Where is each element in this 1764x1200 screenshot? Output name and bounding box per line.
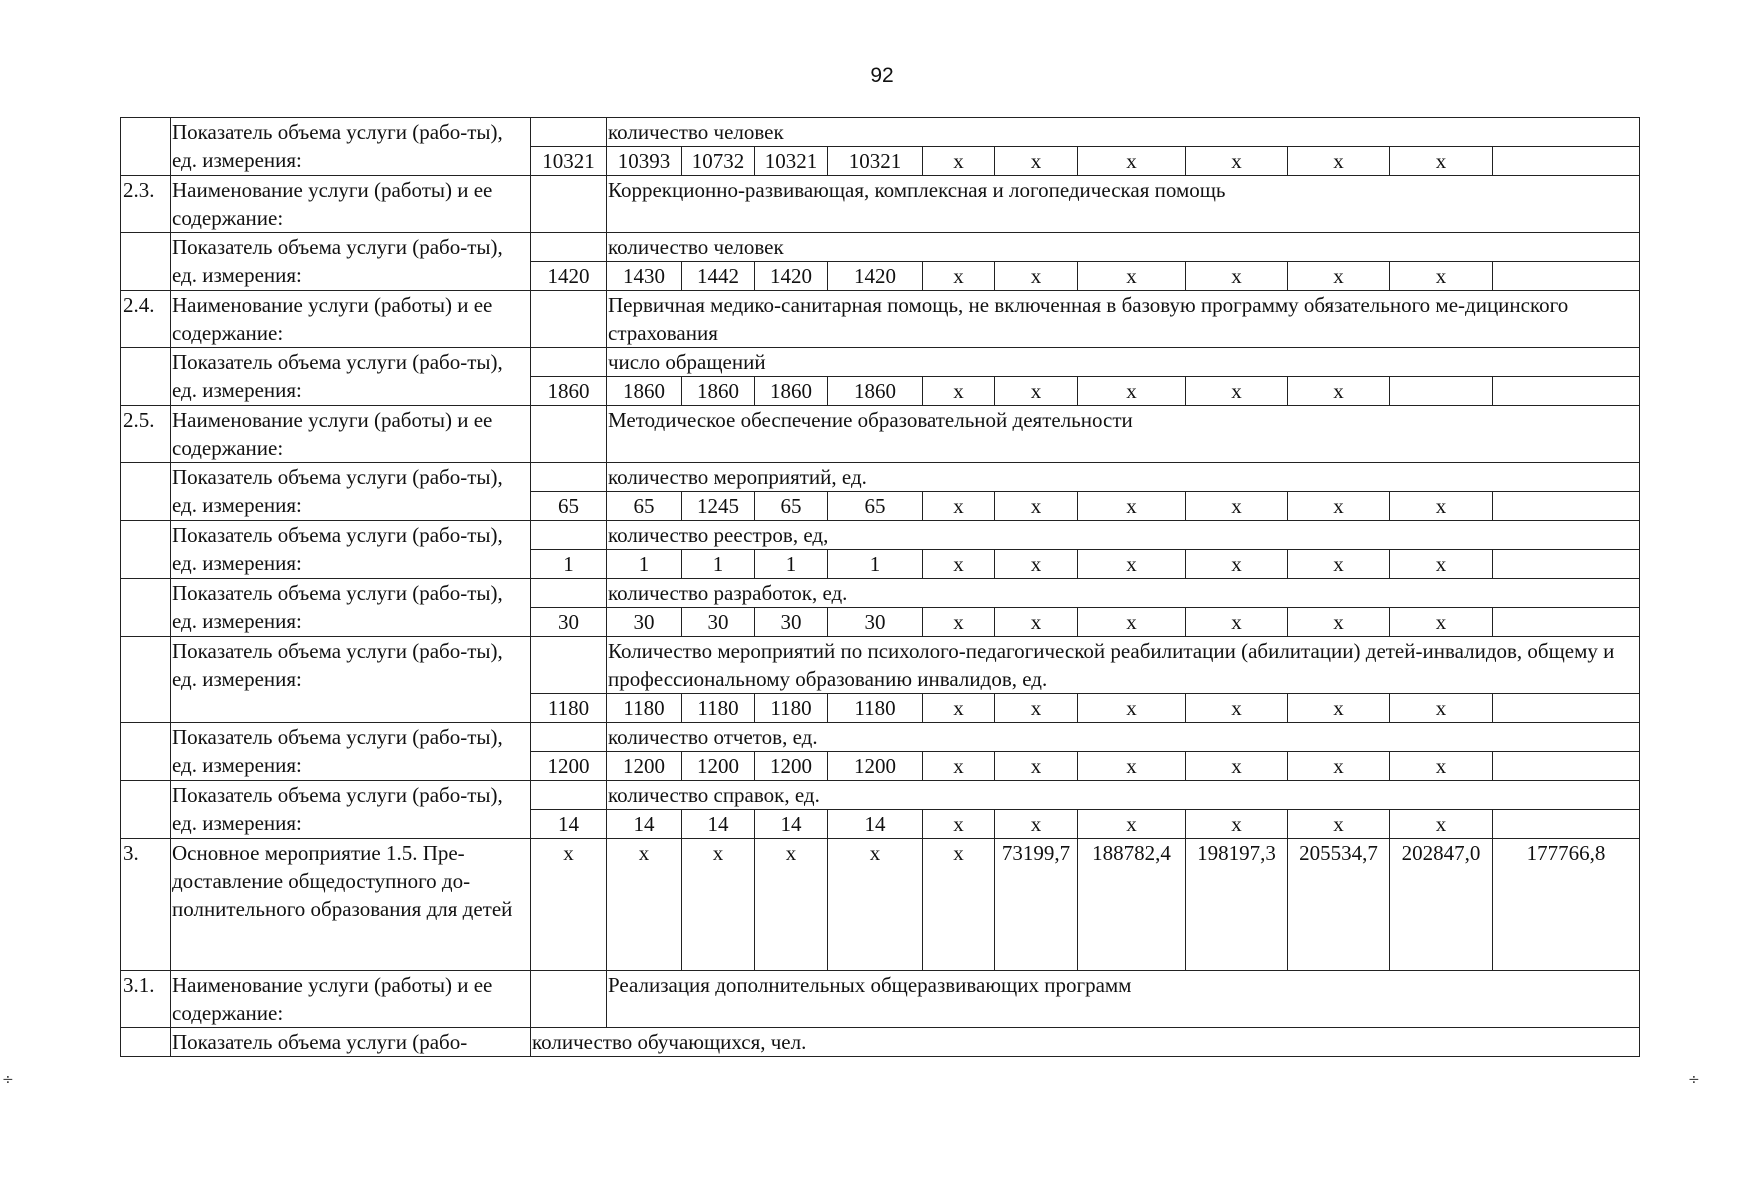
indicator-unit: число обращений [607,348,1640,377]
value-cell: x [1390,550,1493,579]
indicator-unit: количество мероприятий, ед. [607,463,1640,492]
value-cell: x [755,839,828,971]
value-cell: 10321 [828,147,923,176]
value-cell: 198197,3 [1186,839,1288,971]
indicator-unit-row [121,118,1640,147]
value-cell: x [1288,752,1390,781]
row-number: 2.3. [121,176,171,233]
row-number [121,723,171,781]
indicator-label: Показатель объема услуги (рабо-ты), ед. измерения: [171,781,531,839]
service-label: Наименование услуги (работы) и ее содержание: [171,406,531,463]
indicator-label: Показатель объема услуги (рабо-ты), ед. измерения: [171,637,531,723]
value-cell: x [1288,262,1390,291]
value-cell: 65 [828,492,923,521]
row-number: 2.5. [121,406,171,463]
value-cell: 14 [828,810,923,839]
value-cell: 1 [607,550,682,579]
indicator-unit-row [121,348,1640,377]
service-label: Наименование услуги (работы) и ее содержание: [171,291,531,348]
indicator-label: Показатель объема услуги (рабо-ты), ед. измерения: [171,118,531,176]
value-cell: x [1186,147,1288,176]
value-cell: x [1078,262,1186,291]
value-cell: 1200 [607,752,682,781]
indicator-unit: количество обучающихся, чел. [531,1028,1640,1057]
page-number: 92 [870,64,894,87]
value-cell [1493,608,1640,637]
value-cell [1493,492,1640,521]
indicator-unit: Количество мероприятий по психолого-педагогической реабилитации (абилитации) детей-инвалидов, общему и профессиональному образованию инвалидов, ед. [607,637,1640,694]
empty-cell [531,521,607,550]
empty-cell [531,348,607,377]
value-cell: x [1288,147,1390,176]
value-cell: x [1186,262,1288,291]
value-cell: x [1390,147,1493,176]
value-cell: x [1078,752,1186,781]
value-cell: x [1186,550,1288,579]
value-cell: x [1288,550,1390,579]
main-activity-name: Основное мероприятие 1.5. Пре-доставление общедоступного до-полнительного образования для детей [171,839,531,971]
services-table [120,117,1640,1057]
value-cell: x [1078,550,1186,579]
value-cell: x [1078,147,1186,176]
value-cell: x [1288,694,1390,723]
main-activity-row [121,839,1640,971]
value-cell: x [995,550,1078,579]
value-cell: 188782,4 [1078,839,1186,971]
value-cell: 65 [755,492,828,521]
value-cell: x [995,810,1078,839]
empty-cell [531,291,607,348]
value-cell: x [995,752,1078,781]
row-number [121,1028,171,1057]
indicator-unit: количество реестров, ед, [607,521,1640,550]
value-cell: x [995,694,1078,723]
value-cell: 14 [682,810,755,839]
value-cell: 177766,8 [1493,839,1640,971]
indicator-unit-row [121,233,1640,262]
value-cell: 14 [531,810,607,839]
row-number [121,463,171,521]
value-cell: x [1390,608,1493,637]
empty-cell [531,971,607,1028]
indicator-label: Показатель объема услуги (рабо-ты), ед. измерения: [171,233,531,291]
indicator-unit-row [121,1028,1640,1057]
value-cell: 1420 [531,262,607,291]
value-cell: x [1390,262,1493,291]
value-cell: x [1288,492,1390,521]
empty-cell [531,233,607,262]
service-name: Коррекционно-развивающая, комплексная и логопедическая помощь [607,176,1640,233]
service-label: Наименование услуги (работы) и ее содержание: [171,176,531,233]
service-row [121,971,1640,1028]
value-cell: 1860 [682,377,755,406]
value-cell: 65 [607,492,682,521]
indicator-unit-row [121,637,1640,694]
value-cell: x [1186,608,1288,637]
value-cell: 1 [755,550,828,579]
value-cell [1493,810,1640,839]
service-name: Реализация дополнительных общеразвивающих программ [607,971,1640,1028]
value-cell: 73199,7 [995,839,1078,971]
row-number [121,348,171,406]
row-number: 3. [121,839,171,971]
value-cell: x [923,147,995,176]
indicator-unit-row [121,781,1640,810]
value-cell: x [1078,694,1186,723]
value-cell: x [995,262,1078,291]
value-cell: x [1186,752,1288,781]
value-cell: 1200 [828,752,923,781]
empty-cell [531,637,607,694]
value-cell: x [1186,492,1288,521]
empty-cell [531,463,607,492]
service-row [121,406,1640,463]
value-cell: 1 [682,550,755,579]
service-name: Первичная медико-санитарная помощь, не включенная в базовую программу обязательного ме-дицинского страхования [607,291,1640,348]
value-cell: 1860 [531,377,607,406]
value-cell: 1245 [682,492,755,521]
value-cell: 1180 [755,694,828,723]
value-cell [1493,377,1640,406]
value-cell: 30 [607,608,682,637]
value-cell: x [923,550,995,579]
row-number [121,637,171,723]
value-cell: 1420 [828,262,923,291]
value-cell: x [1186,694,1288,723]
value-cell: x [1078,608,1186,637]
indicator-unit-row [121,521,1640,550]
value-cell: 1180 [828,694,923,723]
value-cell: x [995,608,1078,637]
margin-mark-left: ÷ [2,1072,14,1088]
value-cell: x [923,752,995,781]
row-number: 2.4. [121,291,171,348]
indicator-label: Показатель объема услуги (рабо-ты), ед. измерения: [171,723,531,781]
service-label: Наименование услуги (работы) и ее содержание: [171,971,531,1028]
indicator-label: Показатель объема услуги (рабо-ты), ед. измерения: [171,348,531,406]
empty-cell [531,176,607,233]
value-cell: x [1288,810,1390,839]
value-cell: 1 [828,550,923,579]
value-cell: x [607,839,682,971]
value-cell: 10732 [682,147,755,176]
service-row [121,176,1640,233]
row-number [121,118,171,176]
value-cell [1493,550,1640,579]
value-cell: 14 [607,810,682,839]
value-cell: 202847,0 [1390,839,1493,971]
value-cell: 1180 [682,694,755,723]
row-number [121,521,171,579]
value-cell [1390,377,1493,406]
value-cell: x [1078,810,1186,839]
indicator-unit: количество человек [607,118,1640,147]
value-cell: 14 [755,810,828,839]
indicator-unit-row [121,723,1640,752]
indicator-unit: количество человек [607,233,1640,262]
margin-mark-right: ÷ [1688,1072,1700,1088]
service-row [121,291,1640,348]
value-cell: x [995,492,1078,521]
value-cell: 1180 [531,694,607,723]
value-cell: 1430 [607,262,682,291]
service-name: Методическое обеспечение образовательной деятельности [607,406,1640,463]
value-cell: x [1186,810,1288,839]
row-number [121,781,171,839]
value-cell: x [1078,492,1186,521]
value-cell: x [923,608,995,637]
value-cell: 1860 [607,377,682,406]
empty-cell [531,118,607,147]
value-cell: x [995,147,1078,176]
value-cell: x [923,262,995,291]
value-cell: x [923,377,995,406]
value-cell: x [1390,810,1493,839]
value-cell: 65 [531,492,607,521]
value-cell: x [995,377,1078,406]
value-cell: 30 [755,608,828,637]
value-cell [1493,262,1640,291]
value-cell: 1442 [682,262,755,291]
indicator-unit: количество справок, ед. [607,781,1640,810]
value-cell: 1180 [607,694,682,723]
indicator-label: Показатель объема услуги (рабо-ты), ед. измерения: [171,579,531,637]
value-cell: x [923,810,995,839]
indicator-unit-row [121,579,1640,608]
value-cell: 30 [828,608,923,637]
row-number: 3.1. [121,971,171,1028]
value-cell: x [923,492,995,521]
value-cell: x [923,839,995,971]
value-cell: x [1288,608,1390,637]
empty-cell [531,723,607,752]
row-number [121,233,171,291]
empty-cell [531,781,607,810]
value-cell: 1200 [682,752,755,781]
value-cell: x [1288,377,1390,406]
value-cell: 30 [531,608,607,637]
indicator-label: Показатель объема услуги (рабо-ты), ед. измерения: [171,463,531,521]
value-cell [1493,752,1640,781]
value-cell: 1860 [828,377,923,406]
value-cell: x [828,839,923,971]
empty-cell [531,406,607,463]
value-cell: 10321 [755,147,828,176]
value-cell: 10321 [531,147,607,176]
value-cell: 205534,7 [1288,839,1390,971]
value-cell: 1860 [755,377,828,406]
value-cell: 10393 [607,147,682,176]
value-cell: x [1186,377,1288,406]
value-cell: x [1078,377,1186,406]
value-cell: x [923,694,995,723]
value-cell [1493,147,1640,176]
value-cell: 30 [682,608,755,637]
value-cell: x [682,839,755,971]
value-cell: x [1390,694,1493,723]
indicator-label: Показатель объема услуги (рабо- [171,1028,531,1057]
value-cell: 1420 [755,262,828,291]
indicator-unit: количество отчетов, ед. [607,723,1640,752]
value-cell: 1200 [531,752,607,781]
value-cell: 1200 [755,752,828,781]
value-cell: 1 [531,550,607,579]
value-cell: x [531,839,607,971]
indicator-unit-row [121,463,1640,492]
empty-cell [531,579,607,608]
value-cell: x [1390,492,1493,521]
value-cell: x [1390,752,1493,781]
indicator-unit: количество разработок, ед. [607,579,1640,608]
value-cell [1493,694,1640,723]
row-number [121,579,171,637]
indicator-label: Показатель объема услуги (рабо-ты), ед. измерения: [171,521,531,579]
